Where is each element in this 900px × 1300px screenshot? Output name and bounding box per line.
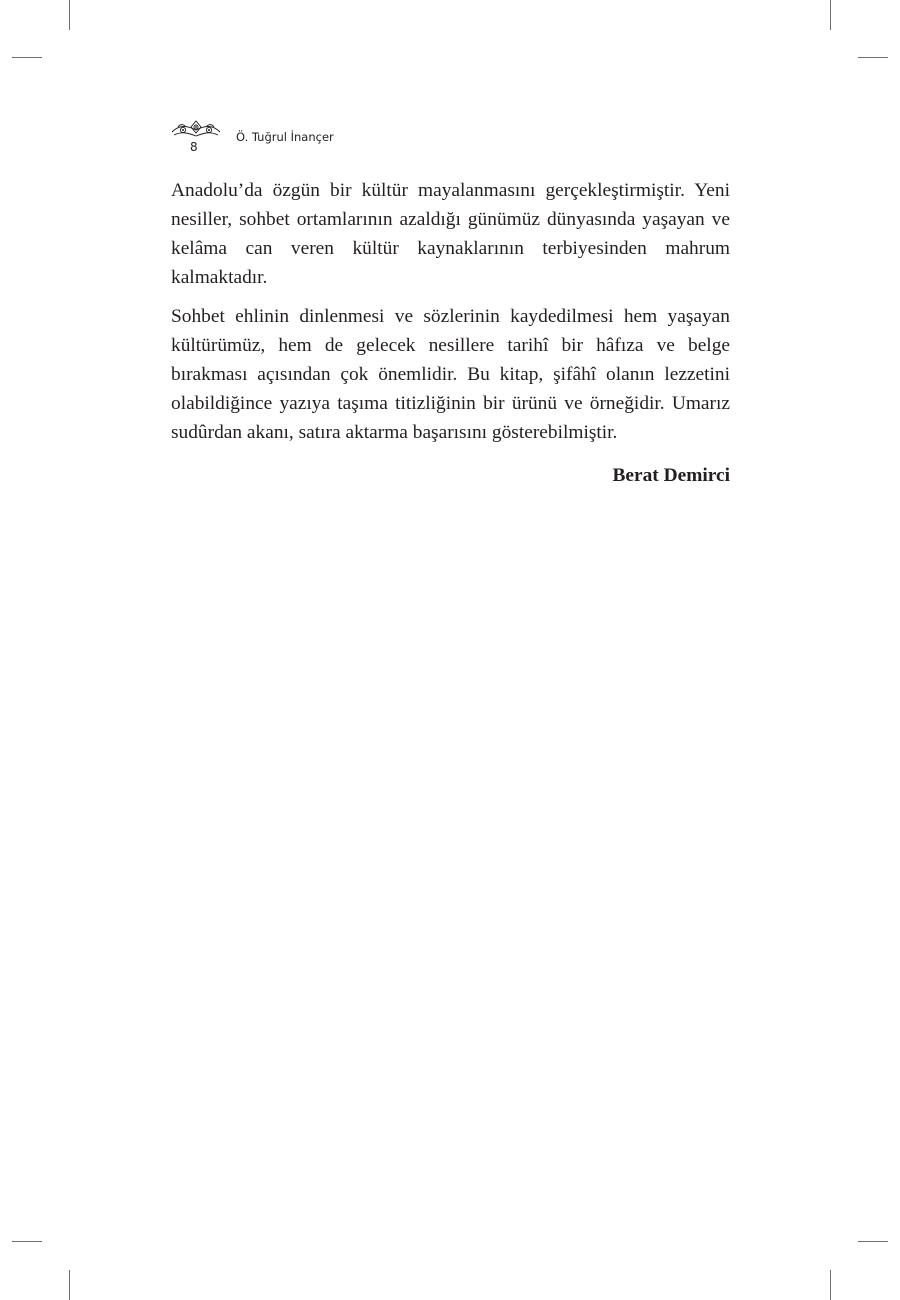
signature: Berat Demirci bbox=[612, 465, 730, 486]
body-text bbox=[171, 176, 730, 490]
paragraph: Sohbet ehlinin dinlenmesi ve sözlerinin kaydedilmesi hem yaşayan kültürümüz, hem de gelecek nesillere tarihî bir hâfıza ve belge bırakması açısından çok önemlidir. Bu kitap, şifâhî olanın lezzetini olabildiğince yazıya taşıma titizliğinin bir ürünü ve örneğidir. Umarız sudûrdan akanı, satıra aktarma başarısını gösterebilmiştir. bbox=[171, 306, 730, 443]
crop-mark-bottom-right bbox=[830, 1270, 831, 1300]
crop-mark-right-bottom bbox=[858, 1241, 888, 1242]
page-number: 8 bbox=[190, 140, 198, 154]
paragraph: Anadolu’da özgün bir kültür mayalanmasını gerçekleştirmiştir. Yeni nesiller, sohbet ortamlarının azaldığı günümüz dünyasında yaşayan ve kelâma can veren kültür kaynaklarının terbiyesinden mahrum kalmaktadır. bbox=[171, 180, 730, 288]
crop-mark-left-bottom bbox=[12, 1241, 42, 1242]
crop-mark-left-top bbox=[12, 57, 42, 58]
crop-mark-bottom-left bbox=[69, 1270, 70, 1300]
crop-mark-right-top bbox=[858, 57, 888, 58]
running-head bbox=[170, 118, 730, 160]
crop-mark-top-left bbox=[69, 0, 70, 30]
running-head-author: Ö. Tuğrul İnançer bbox=[236, 130, 334, 144]
crop-mark-top-right bbox=[830, 0, 831, 30]
